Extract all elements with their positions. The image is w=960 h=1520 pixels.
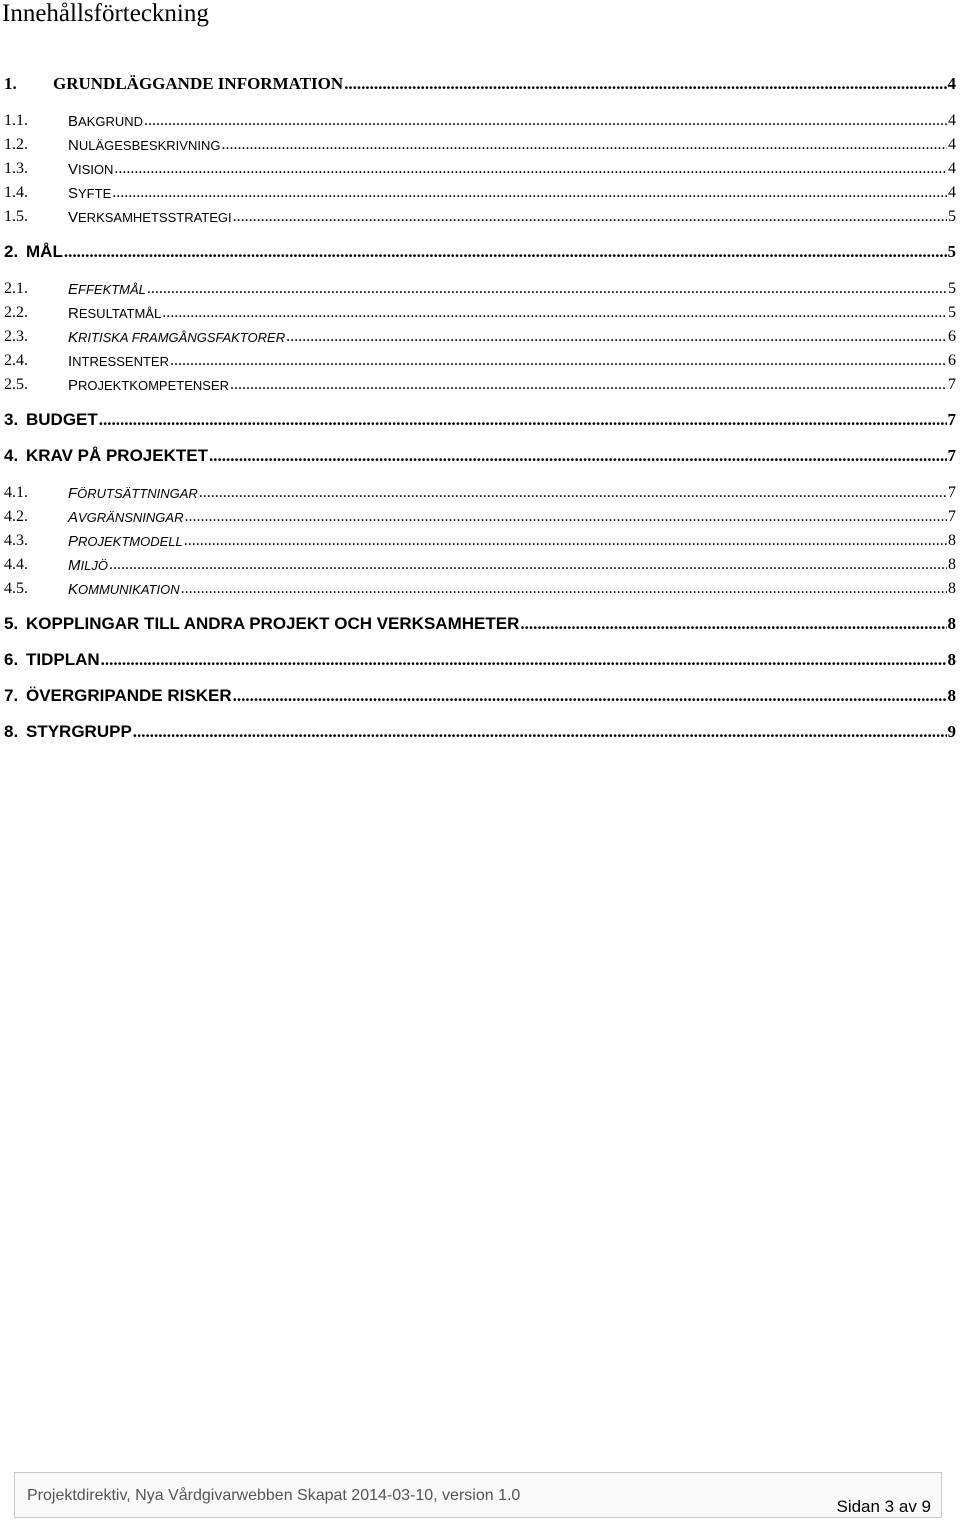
toc-entry-title: FÖRUTSÄTTNINGAR — [68, 485, 198, 502]
toc-entry-title: NULÄGESBESKRIVNING — [68, 137, 221, 154]
toc-entry-number: 4.5. — [4, 580, 28, 597]
toc-entry-8[interactable] — [4, 720, 956, 742]
toc-entry-page: 8 — [948, 580, 956, 597]
toc-entry-number: 7. — [4, 686, 19, 705]
toc-entry-page: 4 — [948, 112, 956, 129]
toc-leader-dots — [99, 410, 947, 430]
toc-entry-title: EFFEKTMÅL — [68, 281, 146, 298]
toc-heading: Innehållsförteckning — [2, 0, 209, 27]
toc-entry-title: PROJEKTKOMPETENSER — [68, 377, 229, 394]
toc-leader-dots — [170, 352, 947, 370]
toc-entry-page: 4 — [948, 136, 956, 153]
toc-leader-dots — [199, 484, 947, 502]
toc-leader-dots — [147, 280, 947, 298]
toc-entry-title: KRAV PÅ PROJEKTET — [26, 446, 208, 465]
toc-entry-page: 4 — [947, 74, 956, 93]
toc-entry-title: VERKSAMHETSSTRATEGI — [68, 209, 232, 226]
toc-leader-dots — [233, 686, 947, 706]
page-footer — [14, 1472, 942, 1518]
toc-leader-dots — [109, 556, 947, 574]
toc-entry-1-2[interactable] — [4, 132, 956, 154]
toc-entry-2-1[interactable] — [4, 276, 956, 298]
toc-entry-2-2[interactable] — [4, 300, 956, 322]
toc-entry-page: 7 — [948, 508, 956, 525]
toc-entry-page: 4 — [948, 184, 956, 201]
toc-entry-title: KRITISKA FRAMGÅNGSFAKTORER — [68, 329, 286, 346]
footer-document-info: Projektdirektiv, Nya Vårdgivarwebben Skapat 2014-03-10, version 1.0 — [27, 1487, 521, 1504]
toc-entry-title: ÖVERGRIPANDE RISKER — [26, 686, 232, 705]
toc-leader-dots — [114, 160, 947, 178]
toc-entry-title: INTRESSENTER — [68, 353, 169, 370]
toc-entry-number: 1. — [4, 74, 17, 93]
toc-entry-page: 6 — [948, 352, 956, 369]
toc-entry-number: 2.3. — [4, 328, 28, 345]
toc-entry-2-4[interactable] — [4, 348, 956, 370]
footer-page-number: Sidan 3 av 9 — [836, 1497, 931, 1516]
toc-entry-page: 4 — [948, 160, 956, 177]
toc-entry-number: 4.3. — [4, 532, 28, 549]
toc-leader-dots — [101, 650, 947, 670]
toc-entry-page: 8 — [947, 614, 956, 633]
toc-entry-title: PROJEKTMODELL — [68, 533, 183, 550]
toc-entry-2-5[interactable] — [4, 372, 956, 394]
toc-entry-page: 5 — [948, 304, 956, 321]
toc-entry-number: 1.3. — [4, 160, 28, 177]
toc-entry-2[interactable] — [4, 240, 956, 262]
toc-entry-number: 8. — [4, 722, 19, 741]
toc-entry-4-5[interactable] — [4, 576, 956, 598]
toc-entry-title: MILJÖ — [68, 557, 108, 574]
toc-leader-dots — [181, 580, 947, 598]
toc-entry-5[interactable] — [4, 612, 956, 634]
toc-entry-number: 1.5. — [4, 208, 28, 225]
toc-entry-4[interactable] — [4, 444, 956, 466]
toc-entry-number: 2.4. — [4, 352, 28, 369]
toc-leader-dots — [144, 112, 947, 130]
toc-entry-page: 5 — [948, 280, 956, 297]
toc-leader-dots — [64, 242, 947, 262]
toc-leader-dots — [230, 376, 947, 394]
toc-entry-number: 4.4. — [4, 556, 28, 573]
toc-entry-4-2[interactable] — [4, 504, 956, 526]
toc-entry-number: 1.4. — [4, 184, 28, 201]
toc-entry-page: 7 — [948, 376, 956, 393]
toc-leader-dots — [184, 508, 947, 526]
toc-entry-page: 5 — [948, 208, 956, 225]
toc-entry-title: BAKGRUND — [68, 113, 144, 130]
toc-entry-number: 5. — [4, 614, 19, 633]
toc-entry-title: KOMMUNIKATION — [68, 581, 180, 598]
toc-entry-1-3[interactable] — [4, 156, 956, 178]
toc-entry-2-3[interactable] — [4, 324, 956, 346]
toc-leader-dots — [520, 614, 946, 634]
toc-entry-number: 1.2. — [4, 136, 28, 153]
toc-entry-page: 5 — [947, 242, 956, 261]
toc-entry-4-4[interactable] — [4, 552, 956, 574]
toc-entry-number: 2.1. — [4, 280, 28, 297]
toc-entry-title: STYRGRUPP — [26, 722, 132, 741]
toc-entry-number: 4.2. — [4, 508, 28, 525]
toc-entry-title: TIDPLAN — [26, 650, 100, 669]
toc-leader-dots — [184, 532, 947, 550]
toc-leader-dots — [286, 328, 947, 346]
toc-entry-4-3[interactable] — [4, 528, 956, 550]
toc-entry-1-4[interactable] — [4, 180, 956, 202]
toc-entry-3[interactable] — [4, 408, 956, 430]
toc-leader-dots — [133, 722, 947, 742]
toc-entry-1[interactable] — [4, 72, 956, 94]
toc-entry-page: 8 — [947, 686, 956, 705]
toc-entry-page: 8 — [948, 532, 956, 549]
toc-entry-title: GRUNDLÄGGANDE INFORMATION — [53, 74, 344, 93]
toc-entry-title: AVGRÄNSNINGAR — [68, 509, 184, 526]
toc-entry-7[interactable] — [4, 684, 956, 706]
toc-entry-title: MÅL — [26, 242, 63, 261]
toc-entry-page: 7 — [948, 484, 956, 501]
toc-leader-dots — [209, 446, 947, 466]
toc-entry-page: 6 — [948, 328, 956, 345]
toc-entry-title: VISION — [68, 161, 114, 178]
toc-entry-page: 9 — [947, 722, 956, 741]
toc-leader-dots — [112, 184, 947, 202]
toc-entry-page: 7 — [947, 410, 956, 429]
toc-entry-number: 4.1. — [4, 484, 28, 501]
toc-leader-dots — [221, 136, 947, 154]
toc-entry-number: 2.5. — [4, 376, 28, 393]
toc-entry-number: 3. — [4, 410, 19, 429]
toc-leader-dots — [162, 304, 947, 322]
toc-entry-title: RESULTATMÅL — [68, 305, 162, 322]
toc-leader-dots — [344, 74, 946, 94]
toc-entry-title: SYFTE — [68, 185, 112, 202]
toc-entry-number: 2.2. — [4, 304, 28, 321]
toc-entry-number: 1.1. — [4, 112, 28, 129]
toc-entry-1-5[interactable] — [4, 204, 956, 226]
toc-entry-title: BUDGET — [26, 410, 98, 429]
toc-entry-number: 4. — [4, 446, 19, 465]
toc-entry-6[interactable] — [4, 648, 956, 670]
toc-entry-number: 2. — [4, 242, 19, 261]
toc-entry-page: 7 — [947, 446, 956, 465]
toc-entry-1-1[interactable] — [4, 108, 956, 130]
toc-entry-title: KOPPLINGAR TILL ANDRA PROJEKT OCH VERKSAMHETER — [26, 614, 520, 633]
toc-entry-page: 8 — [948, 556, 956, 573]
toc-entry-4-1[interactable] — [4, 480, 956, 502]
toc-entry-number: 6. — [4, 650, 19, 669]
toc-entry-page: 8 — [947, 650, 956, 669]
toc-leader-dots — [233, 208, 947, 226]
